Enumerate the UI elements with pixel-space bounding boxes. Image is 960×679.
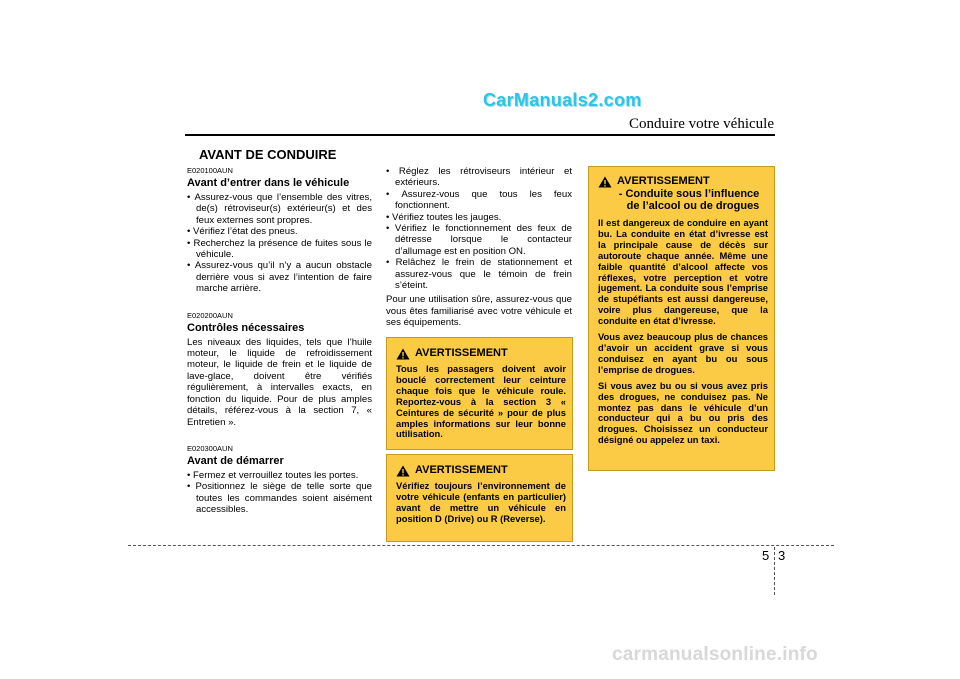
- bullet-list: [187, 470, 372, 516]
- warning-text: Tous les passagers doivent avoir bouclé correctement leur ceinture chaque fois que le véhicule roule. Reportez-vous à la section 3 « Ceintures de sécurité » pour de plus amples informations sur leur bonne utilisation.: [396, 363, 566, 440]
- list-item: • Vérifiez l’état des pneus.: [187, 226, 372, 237]
- warning-subtitle: de l’alcool ou de drogues: [626, 200, 760, 212]
- list-item: • Assurez-vous que l’ensemble des vitres, de(s) rétroviseur(s) extérieur(s) et des feux externes sont propres.: [187, 192, 372, 226]
- footer-rule: [128, 545, 834, 546]
- warning-triangle-icon: [396, 348, 410, 360]
- header-rule: [185, 134, 775, 136]
- warning-text: Vous avez beaucoup plus de chances d’avoir un accident grave si vous conduisez en ayant bu ou sous l’emprise de drogues.: [598, 331, 768, 375]
- warning-text: Vérifiez toujours l’environnement de votre véhicule (enfants en particulier) avant de mettre un véhicule en position D (Drive) ou R (Reverse).: [396, 480, 566, 524]
- paragraph: Les niveaux des liquides, tels que l’huile moteur, le liquide de refroidissement moteur, le liquide de frein et le liquide de lave-glace, doivent être vérifiés régulièrement, à intervalles exacts, en fonction du liquide. Pour de plus amples détails, référez-vous à la section 7, « Entretien ».: [187, 336, 372, 428]
- chapter-number: 5: [762, 548, 770, 563]
- column-2: [386, 166, 572, 329]
- warning-triangle-icon: [396, 465, 410, 477]
- warning-text: Il est dangereux de conduire en ayant bu. La conduite en état d’ivresse est la principale cause de décès sur autoroute chaque année. Même une faible quantité d’alcool affecte vos réflexes, votre perception et votre jugement. La conduite sous l’emprise de stupéfiants est aussi dangereuse, voire plus dangereuse, que la conduite en état d’ivresse.: [598, 217, 768, 327]
- watermark-top: CarManuals2.com: [483, 90, 642, 110]
- paragraph: Pour une utilisation sûre, assurez-vous que vous êtes familiarisé avec votre véhicule et ses équipements.: [386, 294, 572, 329]
- list-item: • Positionnez le siège de telle sorte que toutes les commandes soient aisément accessibles.: [187, 481, 372, 515]
- warning-title: AVERTISSEMENT: [415, 347, 508, 359]
- section-code: E020100AUN: [187, 166, 233, 175]
- warning-box-alcohol: [588, 166, 775, 471]
- section-title-avant-entrer: Avant d’entrer dans le véhicule: [187, 177, 350, 189]
- warning-triangle-icon: [598, 176, 612, 188]
- warning-box-surroundings: [386, 454, 573, 542]
- main-heading: AVANT DE CONDUIRE: [199, 147, 337, 162]
- warning-text: Si vous avez bu ou si vous avez pris des drogues, ne conduisez pas. Ne montez pas dans le véhicule d’un conducteur qui a bu ou pris des drogues. Choisissez un conducteur désigné ou appelez un taxi.: [598, 379, 768, 446]
- list-item: • Recherchez la présence de fuites sous le véhicule.: [187, 238, 372, 261]
- section-code: E020200AUN: [187, 310, 233, 320]
- column-1: [187, 166, 372, 516]
- list-item: • Vérifiez toutes les jauges.: [386, 212, 572, 223]
- list-item: • Relâchez le frein de stationnement et assurez-vous que le témoin de frein s’éteint.: [386, 257, 572, 291]
- list-item: • Assurez-vous que tous les feux fonctionnent.: [386, 189, 572, 212]
- warning-title: AVERTISSEMENT: [415, 464, 508, 476]
- footer-divider: [774, 547, 775, 595]
- list-item: • Fermez et verrouillez toutes les portes.: [187, 470, 372, 481]
- section-title-demarrer: Avant de démarrer: [187, 454, 284, 467]
- list-item: • Réglez les rétroviseurs intérieur et extérieurs.: [386, 166, 572, 189]
- list-item: • Assurez-vous qu’il n’y a aucun obstacle derrière vous si avez l’intention de faire marche arrière.: [187, 260, 372, 294]
- page-number: 3: [778, 548, 786, 563]
- section-title-controles: Contrôles nécessaires: [187, 321, 305, 334]
- warning-title: AVERTISSEMENT: [617, 175, 710, 187]
- section-title: Conduire votre véhicule: [629, 116, 774, 132]
- warning-subtitle: - Conduite sous l’influence: [618, 188, 760, 200]
- bullet-list: [386, 166, 572, 291]
- warning-box-seatbelt: [386, 337, 573, 450]
- bullet-list: [187, 192, 372, 295]
- watermark-bottom: carmanualsonline.info: [612, 644, 818, 665]
- section-code: E020300AUN: [187, 443, 233, 453]
- list-item: • Vérifiez le fonctionnement des feux de détresse lorsque le contacteur d’allumage est en position ON.: [386, 223, 572, 257]
